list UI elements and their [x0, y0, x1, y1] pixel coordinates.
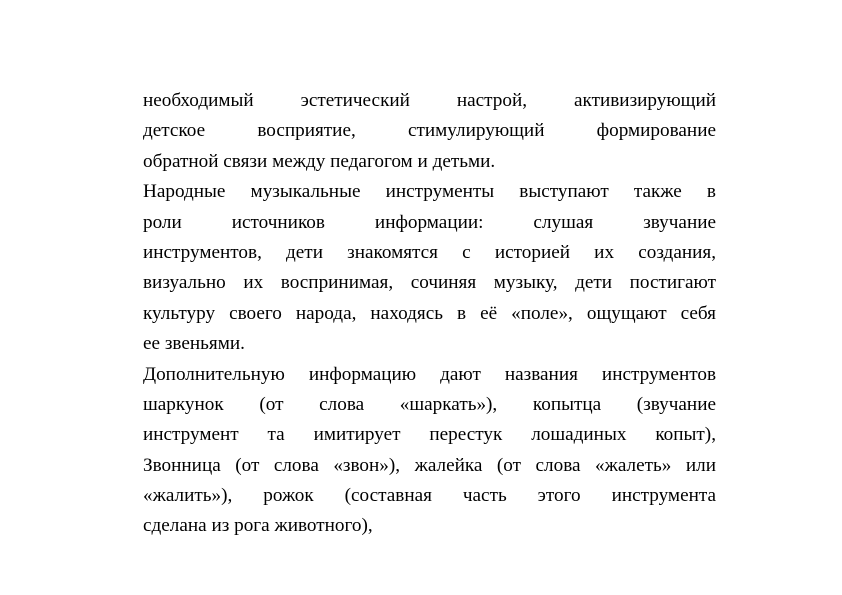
text-line: инструментов, дети знакомятся с историей их создания,: [143, 241, 716, 263]
text-line: необходимый эстетический настрой, активизирующий: [143, 90, 716, 111]
text-line: инструмент та имитирует перестук лошадиных копыт),: [143, 424, 716, 446]
text-line: обратной связи между педагогом и детьми.: [143, 150, 496, 172]
text-line: детское восприятие, стимулирующий формирование: [143, 120, 716, 142]
paragraph-3: [143, 360, 716, 542]
text-line: сделана из рога животного),: [143, 515, 373, 537]
text-line: ее звеньями.: [143, 333, 245, 355]
text-line: Звонница (от слова «звон»), жалейка (от слова «жалеть» или: [143, 454, 716, 476]
text-line: Дополнительную информацию дают названия инструментов: [143, 363, 716, 385]
text-line: культуру своего народа, находясь в её «поле», ощущают себя: [143, 302, 716, 324]
text-line: шаркунок (от слова «шаркать»), копытца (звучание: [143, 393, 716, 415]
text-line: визуально их воспринимая, сочиняя музыку, дети постигают: [143, 272, 716, 294]
paragraph-2: [143, 177, 716, 359]
body-text: [143, 86, 716, 542]
text-line: роли источников информации: слушая звучание: [143, 211, 716, 233]
paragraph-1: [143, 86, 716, 177]
text-line: «жалить»), рожок (составная часть этого инструмента: [143, 485, 716, 507]
text-line: Народные музыкальные инструменты выступают также в: [143, 181, 716, 203]
